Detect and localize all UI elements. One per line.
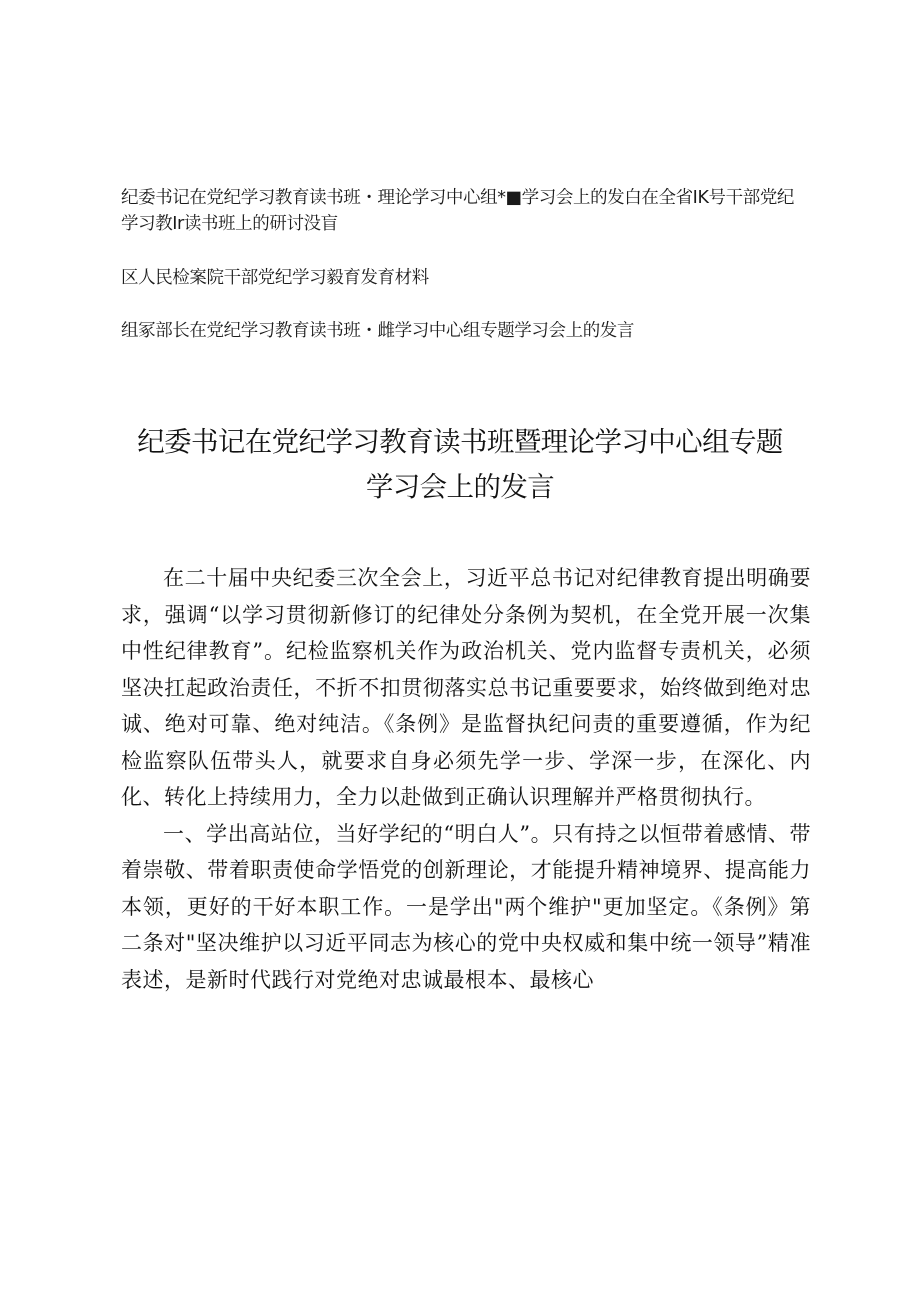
related-article-link-2[interactable]: 区人民检案院干部党纪学习毅育发育材料 <box>121 268 429 288</box>
document-title <box>100 420 820 510</box>
related-article-link-1[interactable]: 纪委书记在党纪学习教育读书班・理论学习中心组*■学习会上的发白在全省IK号干部党纪学习教Ir读书班上的研讨没盲 <box>121 188 795 234</box>
related-articles-list <box>121 185 811 371</box>
body-paragraph-2: 一、学出高站位，当好学纪的“明白人”。只有持之以恒带着感情、带着崇敬、带着职责使命学悟党的创新理论，才能提升精神境界、提高能力本领，更好的干好本职工作。一是学出"两个维护"更加坚定。《条例》第二条对"坚决维护以习近平同志为核心的党中央权威和集中统一领导”精准表述，是新时代践行对党绝对忠诚最根本、最核心 <box>121 821 811 992</box>
related-article-link-3[interactable]: 组冢部长在党纪学习教育读书班・雌学习中心组专题学习会上的发言 <box>121 321 634 341</box>
document-body <box>121 560 811 998</box>
document-title-line-2: 学习会上的发言 <box>365 471 555 503</box>
document-title-line-1: 纪委书记在党纪学习教育读书班暨理论学习中心组专题 <box>137 426 783 458</box>
body-paragraph-1: 在二十届中央纪委三次全会上，习近平总书记对纪律教育提出明确要求，强调“以学习贯彻新修订的纪律处分条例为契机，在全党开展一次集中性纪律教育”。纪检监察机关作为政治机关、党内监督专责机关，必须坚决扛起政治责任，不折不扣贯彻落实总书记重要要求，始终做到绝对忠诚、绝对可靠、绝对纯洁。《条例》是监督执纪问责的重要遵循，作为纪检监察队伍带头人，就要求自身必须先学一步、学深一步，在深化、内化、转化上持续用力，全力以赴做到正确认识理解并严格贯彻执行。 <box>121 566 811 809</box>
